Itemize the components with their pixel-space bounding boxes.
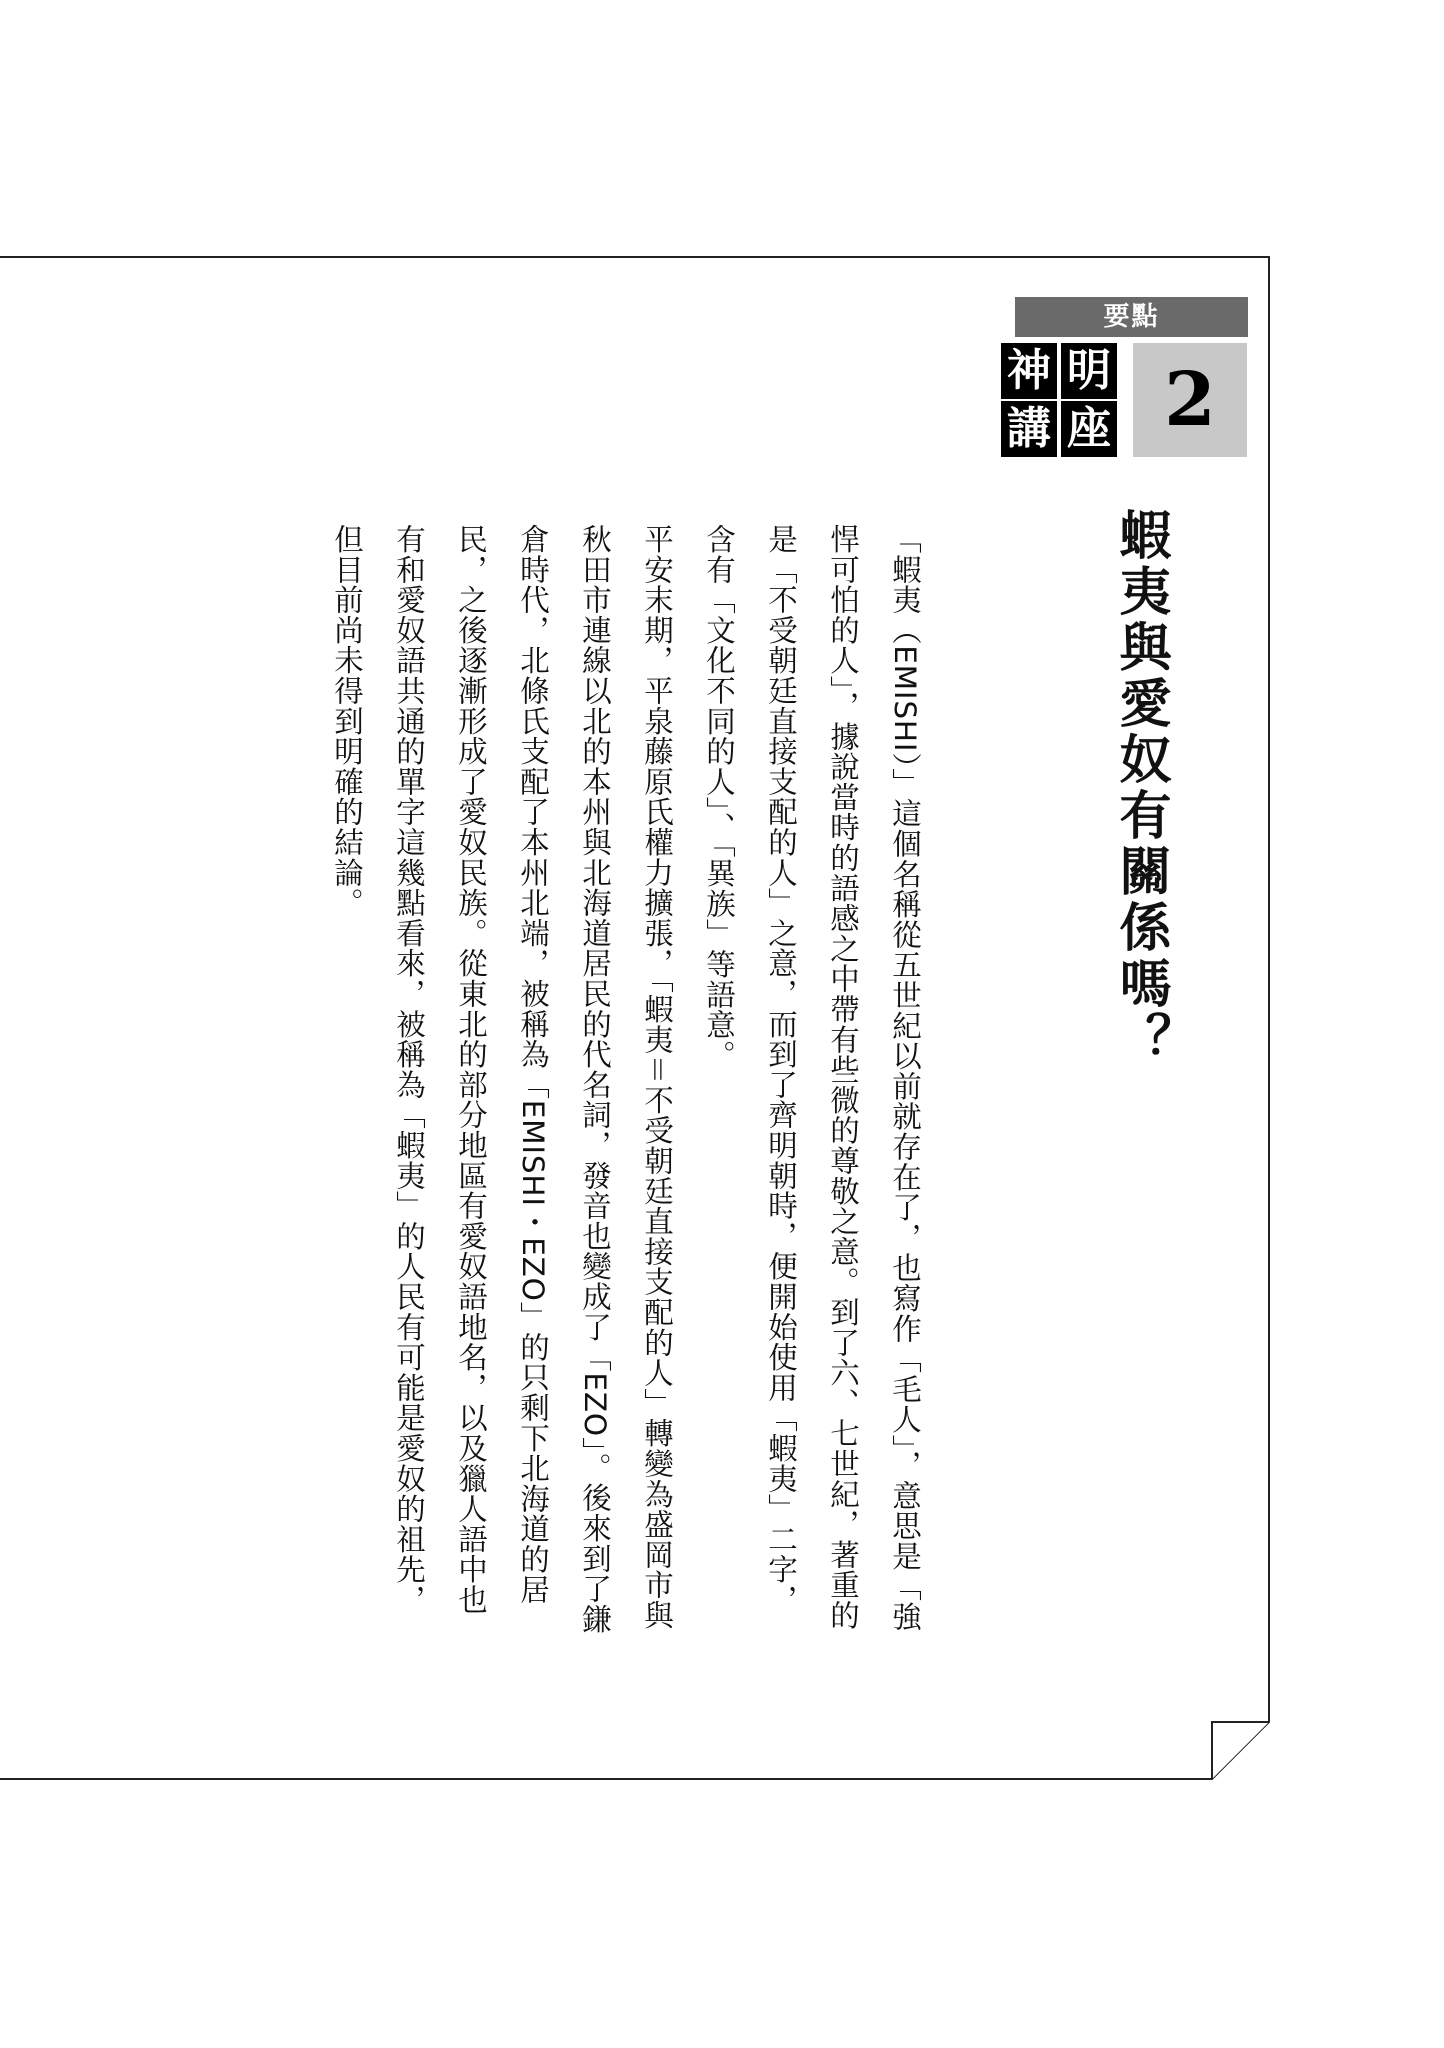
page-heading: 蝦夷與愛奴有關係嗎？ bbox=[1110, 508, 1170, 1068]
paragraph: 平安末期，平泉藤原氏權力擴張，「蝦夷＝不受朝廷直接支配的人」轉變為盛岡市與秋田市連線以北的本州與北海道居民的代名詞，發音也變成了「EZO」。後來到了鎌倉時代，北條氏支配了本州北端，被稱為「EMISHI・EZO」的只剩下北海道的居民，之後逐漸形成了愛奴民族。從東北的部分地區有愛奴語地名，以及獵人語中也有和愛奴語共通的單字這幾點看來，被稱為「蝦夷」的人民有可能是愛奴的祖先，但目前尚未得到明確的結論。 bbox=[330, 524, 674, 1635]
folded-corner bbox=[1212, 1722, 1269, 1779]
series-char-2: 明 bbox=[1061, 343, 1117, 399]
series-char-1: 神 bbox=[1001, 343, 1057, 399]
paragraph: 「蝦夷（EMISHI）」這個名稱從五世紀以前就存在了，也寫作「毛人」，意思是「強悍可怕的人」，據說當時的語感之中帶有些微的尊敬之意。到了六、七世紀，著重的是「不受朝廷直接支配的人」之意，而到了齊明朝時，便開始使用「蝦夷」二字，含有「文化不同的人」、「異族」等語意。 bbox=[702, 524, 922, 1632]
section-label: 要點 bbox=[1015, 297, 1248, 337]
series-char-3: 講 bbox=[1001, 401, 1057, 457]
body-text bbox=[246, 524, 936, 1644]
series-char-4: 座 bbox=[1061, 401, 1117, 457]
lesson-number: 2 bbox=[1133, 343, 1247, 457]
